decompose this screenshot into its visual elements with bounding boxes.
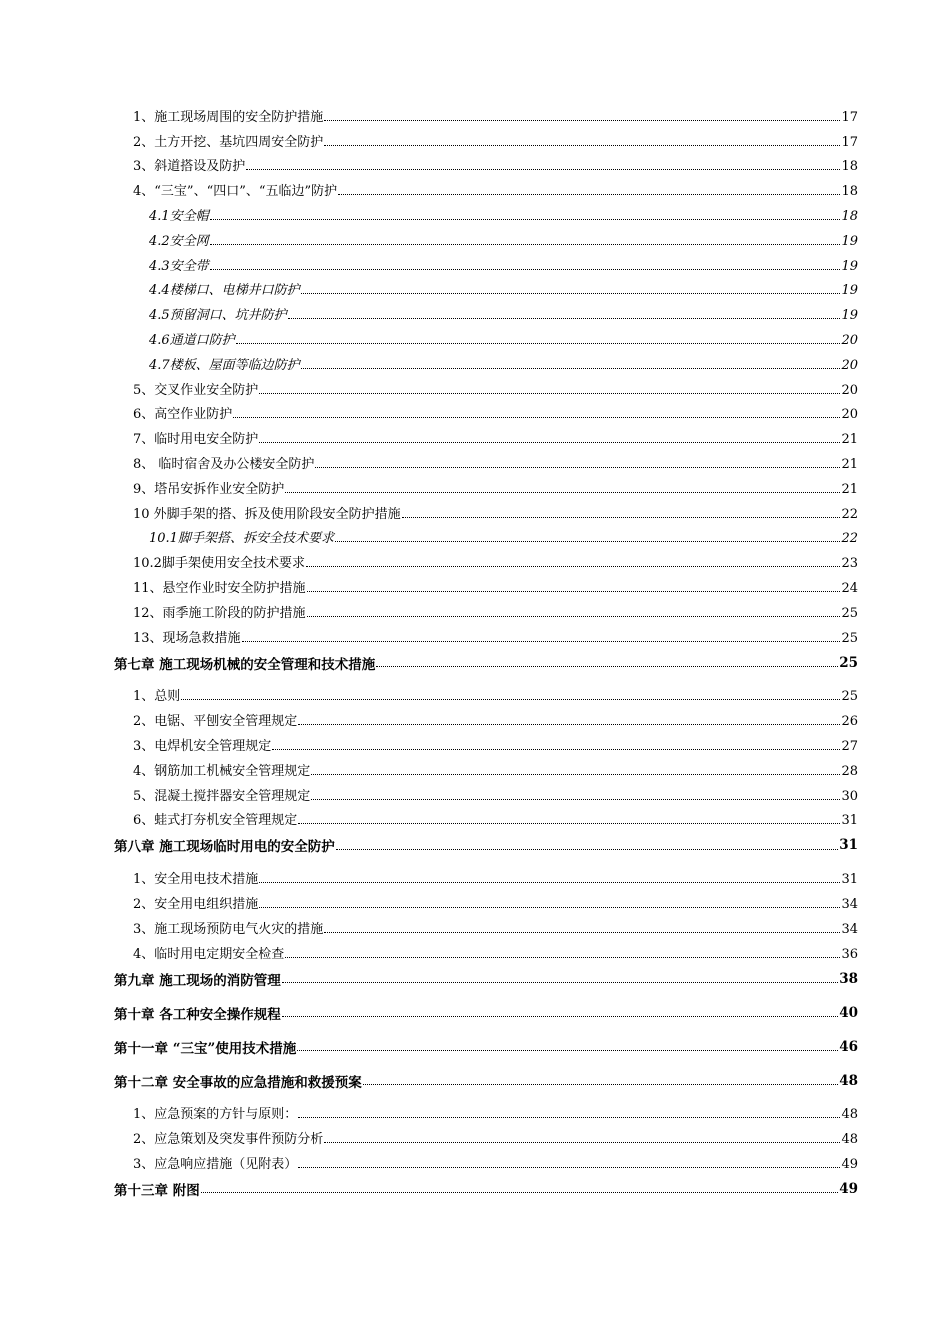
toc-entry-title: 4、临时用电定期安全检查 bbox=[133, 946, 285, 962]
toc-section-entry[interactable] bbox=[0, 150, 950, 175]
toc-subsection-entry[interactable] bbox=[0, 522, 950, 547]
toc-page-number: 46 bbox=[839, 1038, 858, 1055]
toc-page-number: 34 bbox=[841, 921, 858, 937]
toc-entry-title: 1、安全用电技术措施 bbox=[133, 872, 259, 888]
toc-page-number: 19 bbox=[841, 283, 858, 299]
toc-page-number: 18 bbox=[841, 184, 858, 200]
toc-subsection-entry[interactable] bbox=[0, 199, 950, 224]
dot-leader bbox=[336, 849, 839, 850]
toc-entry-title: 第九章 施工现场的消防管理 bbox=[114, 972, 281, 989]
toc-entry-title: 5、交叉作业安全防护 bbox=[133, 382, 259, 398]
toc-section-entry[interactable] bbox=[0, 100, 950, 125]
toc-page-number: 49 bbox=[839, 1180, 858, 1197]
toc-entry-title: 2、电锯、平刨安全管理规定 bbox=[133, 714, 298, 730]
toc-subsection-entry[interactable] bbox=[0, 224, 950, 249]
dot-leader bbox=[259, 393, 840, 394]
dot-leader bbox=[298, 1117, 840, 1118]
dot-leader bbox=[363, 1084, 839, 1085]
dot-leader bbox=[298, 823, 840, 824]
toc-entry-title: 第十一章 “三宝”使用技术措施 bbox=[114, 1040, 297, 1057]
toc-page-number: 40 bbox=[839, 1004, 858, 1021]
dot-leader bbox=[272, 749, 840, 750]
toc-page-number: 20 bbox=[841, 332, 858, 348]
toc-section-entry[interactable] bbox=[0, 704, 950, 729]
toc-page-number: 19 bbox=[841, 308, 858, 324]
toc-page-number: 18 bbox=[841, 208, 858, 224]
dot-leader bbox=[338, 194, 840, 195]
toc-entry-title: 4、“三宝”、“四口”、“五临边”防护 bbox=[133, 184, 338, 200]
toc-entry-title: 11、悬空作业时安全防护措施 bbox=[133, 580, 306, 596]
dot-leader bbox=[181, 699, 840, 700]
toc-section-entry[interactable] bbox=[0, 621, 950, 646]
dot-leader bbox=[298, 724, 840, 725]
dot-leader bbox=[282, 982, 839, 983]
toc-entry-title: 4.5预留洞口、坑井防护 bbox=[149, 308, 287, 324]
dot-leader bbox=[259, 882, 840, 883]
dot-leader bbox=[246, 169, 840, 170]
toc-page-number: 17 bbox=[841, 109, 858, 125]
toc-section-entry[interactable] bbox=[0, 546, 950, 571]
toc-entry-title: 12、雨季施工阶段的防护措施 bbox=[133, 605, 306, 621]
dot-leader bbox=[201, 1192, 839, 1193]
toc-entry-title: 4.7楼板、屋面等临边防护 bbox=[149, 357, 300, 373]
toc-subsection-entry[interactable] bbox=[0, 298, 950, 323]
dot-leader bbox=[285, 492, 840, 493]
dot-leader bbox=[233, 417, 840, 418]
toc-entry-title: 1、施工现场周围的安全防护措施 bbox=[133, 109, 324, 125]
toc-section-entry[interactable] bbox=[0, 754, 950, 779]
toc-page-number: 25 bbox=[841, 605, 858, 621]
toc-page-number: 19 bbox=[841, 233, 858, 249]
toc-page-number: 24 bbox=[841, 580, 858, 596]
toc-section-entry[interactable] bbox=[0, 125, 950, 150]
toc-page-number: 21 bbox=[841, 432, 858, 448]
toc-section-entry[interactable] bbox=[0, 862, 950, 887]
dot-leader bbox=[298, 1167, 840, 1168]
toc-chapter-entry[interactable] bbox=[0, 1064, 950, 1098]
toc-entry-title: 6、高空作业防护 bbox=[133, 407, 233, 423]
dot-leader bbox=[335, 541, 841, 542]
dot-leader bbox=[324, 145, 840, 146]
toc-page-number: 22 bbox=[841, 531, 858, 547]
toc-chapter-entry[interactable] bbox=[0, 1172, 950, 1206]
toc-section-entry[interactable] bbox=[0, 373, 950, 398]
toc-page-number: 31 bbox=[839, 837, 858, 854]
toc-section-entry[interactable] bbox=[0, 398, 950, 423]
toc-entry-title: 6、蛙式打夯机安全管理规定 bbox=[133, 813, 298, 829]
dot-leader bbox=[210, 219, 841, 220]
dot-leader bbox=[288, 318, 841, 319]
toc-entry-title: 第七章 施工现场机械的安全管理和技术措施 bbox=[114, 656, 376, 673]
table-of-contents bbox=[0, 100, 950, 1206]
toc-entry-title: 7、临时用电安全防护 bbox=[133, 432, 259, 448]
toc-section-entry[interactable] bbox=[0, 729, 950, 754]
dot-leader bbox=[306, 566, 841, 567]
toc-entry-title: 3、施工现场预防电气火灾的措施 bbox=[133, 921, 324, 937]
toc-page-number: 23 bbox=[841, 556, 858, 572]
toc-page-number: 27 bbox=[841, 738, 858, 754]
toc-page-number: 20 bbox=[841, 357, 858, 373]
toc-page-number: 17 bbox=[841, 134, 858, 150]
toc-entry-title: 1、总则 bbox=[133, 689, 181, 705]
dot-leader bbox=[301, 293, 841, 294]
toc-section-entry[interactable] bbox=[0, 937, 950, 962]
toc-entry-title: 1、应急预案的方针与原则： bbox=[133, 1107, 298, 1123]
toc-page-number: 28 bbox=[841, 763, 858, 779]
dot-leader bbox=[297, 1050, 838, 1051]
toc-page-number: 20 bbox=[841, 407, 858, 423]
toc-subsection-entry[interactable] bbox=[0, 249, 950, 274]
toc-section-entry[interactable] bbox=[0, 1122, 950, 1147]
dot-leader bbox=[324, 1142, 840, 1143]
toc-page-number: 20 bbox=[841, 382, 858, 398]
dot-leader bbox=[210, 269, 841, 270]
dot-leader bbox=[376, 666, 838, 667]
toc-entry-title: 9、塔吊安拆作业安全防护 bbox=[133, 481, 285, 497]
toc-entry-title: 8、 临时宿舍及办公楼安全防护 bbox=[133, 456, 315, 472]
toc-section-entry[interactable] bbox=[0, 912, 950, 937]
toc-page-number: 36 bbox=[841, 946, 858, 962]
toc-section-entry[interactable] bbox=[0, 447, 950, 472]
toc-page-number: 38 bbox=[839, 970, 858, 987]
toc-section-entry[interactable] bbox=[0, 680, 950, 705]
dot-leader bbox=[259, 442, 840, 443]
dot-leader bbox=[307, 616, 841, 617]
dot-leader bbox=[236, 343, 841, 344]
toc-page-number: 21 bbox=[841, 456, 858, 472]
toc-subsection-entry[interactable] bbox=[0, 274, 950, 299]
dot-leader bbox=[402, 517, 841, 518]
toc-page-number: 21 bbox=[841, 481, 858, 497]
toc-entry-title: 10 外脚手架的搭、拆及使用阶段安全防护措施 bbox=[133, 506, 401, 522]
toc-chapter-entry[interactable] bbox=[0, 996, 950, 1030]
toc-entry-title: 2、应急策划及突发事件预防分析 bbox=[133, 1132, 324, 1148]
dot-leader bbox=[307, 591, 841, 592]
toc-subsection-entry[interactable] bbox=[0, 323, 950, 348]
dot-leader bbox=[210, 244, 841, 245]
toc-page-number: 19 bbox=[841, 258, 858, 274]
toc-entry-title: 5、混凝土搅拌器安全管理规定 bbox=[133, 788, 311, 804]
dot-leader bbox=[315, 467, 840, 468]
toc-section-entry[interactable] bbox=[0, 804, 950, 829]
dot-leader bbox=[324, 932, 840, 933]
toc-page-number: 48 bbox=[841, 1107, 858, 1123]
toc-page-number: 22 bbox=[841, 506, 858, 522]
dot-leader bbox=[242, 641, 841, 642]
toc-page-number: 48 bbox=[839, 1072, 858, 1089]
toc-entry-title: 10.2脚手架使用安全技术要求 bbox=[133, 556, 305, 572]
toc-chapter-entry[interactable] bbox=[0, 828, 950, 862]
toc-entry-title: 4.3安全带 bbox=[149, 258, 209, 274]
toc-chapter-entry[interactable] bbox=[0, 962, 950, 996]
dot-leader bbox=[311, 799, 840, 800]
toc-page-number: 48 bbox=[841, 1132, 858, 1148]
toc-page-number: 18 bbox=[841, 159, 858, 175]
toc-page-number: 25 bbox=[841, 689, 858, 705]
toc-page-number: 30 bbox=[841, 788, 858, 804]
toc-entry-title: 3、斜道搭设及防护 bbox=[133, 159, 246, 175]
toc-section-entry[interactable] bbox=[0, 596, 950, 621]
toc-chapter-entry[interactable] bbox=[0, 646, 950, 680]
toc-page-number: 25 bbox=[841, 630, 858, 646]
toc-entry-title: 第十二章 安全事故的应急措施和救援预案 bbox=[114, 1074, 362, 1091]
dot-leader bbox=[282, 1016, 839, 1017]
dot-leader bbox=[259, 907, 840, 908]
toc-entry-title: 13、现场急救措施 bbox=[133, 630, 241, 646]
toc-entry-title: 10.1脚手架搭、拆安全技术要求 bbox=[149, 531, 334, 547]
toc-section-entry[interactable] bbox=[0, 779, 950, 804]
toc-entry-title: 第八章 施工现场临时用电的安全防护 bbox=[114, 839, 335, 856]
toc-page-number: 25 bbox=[839, 654, 858, 671]
dot-leader bbox=[285, 957, 840, 958]
toc-page-number: 26 bbox=[841, 714, 858, 730]
toc-section-entry[interactable] bbox=[0, 174, 950, 199]
toc-entry-title: 4.2安全网 bbox=[149, 233, 209, 249]
toc-chapter-entry[interactable] bbox=[0, 1030, 950, 1064]
dot-leader bbox=[324, 120, 840, 121]
toc-section-entry[interactable] bbox=[0, 571, 950, 596]
toc-section-entry[interactable] bbox=[0, 1098, 950, 1123]
dot-leader bbox=[301, 368, 841, 369]
toc-entry-title: 2、安全用电组织措施 bbox=[133, 896, 259, 912]
toc-entry-title: 4.4楼梯口、电梯井口防护 bbox=[149, 283, 300, 299]
toc-entry-title: 第十三章 附图 bbox=[114, 1182, 200, 1199]
toc-entry-title: 3、应急响应措施（见附表） bbox=[133, 1156, 298, 1172]
toc-page-number: 49 bbox=[841, 1156, 858, 1172]
toc-entry-title: 4.6通道口防护 bbox=[149, 332, 235, 348]
toc-subsection-entry[interactable] bbox=[0, 348, 950, 373]
toc-page-number: 31 bbox=[841, 872, 858, 888]
toc-entry-title: 2、土方开挖、基坑四周安全防护 bbox=[133, 134, 324, 150]
toc-section-entry[interactable] bbox=[0, 422, 950, 447]
toc-entry-title: 4、钢筋加工机械安全管理规定 bbox=[133, 763, 311, 779]
toc-entry-title: 4.1安全帽 bbox=[149, 208, 209, 224]
toc-page-number: 31 bbox=[841, 813, 858, 829]
dot-leader bbox=[311, 774, 840, 775]
toc-section-entry[interactable] bbox=[0, 1147, 950, 1172]
toc-section-entry[interactable] bbox=[0, 472, 950, 497]
toc-section-entry[interactable] bbox=[0, 497, 950, 522]
toc-entry-title: 第十章 各工种安全操作规程 bbox=[114, 1006, 281, 1023]
toc-section-entry[interactable] bbox=[0, 887, 950, 912]
toc-entry-title: 3、电焊机安全管理规定 bbox=[133, 738, 272, 754]
toc-page-number: 34 bbox=[841, 896, 858, 912]
